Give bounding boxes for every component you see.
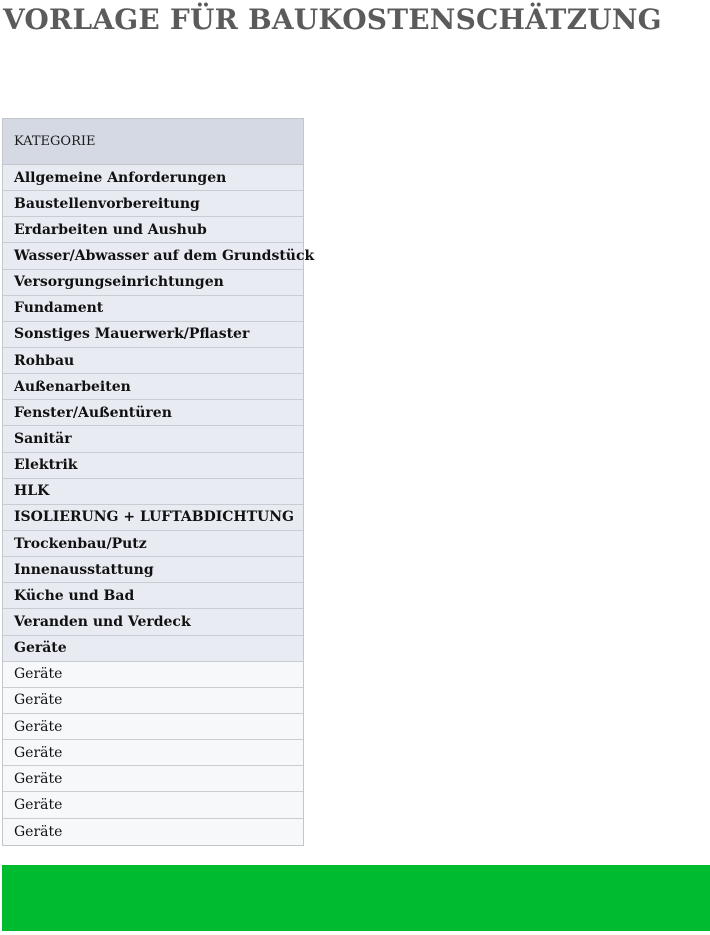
category-row[interactable]: Küche und Bad bbox=[3, 583, 303, 609]
footer-banner bbox=[2, 865, 710, 931]
category-row[interactable]: Baustellenvorbereitung bbox=[3, 191, 303, 217]
category-row[interactable]: HLK bbox=[3, 479, 303, 505]
category-row[interactable]: Innenausstattung bbox=[3, 557, 303, 583]
category-row[interactable]: Geräte bbox=[3, 766, 303, 792]
category-row[interactable]: Veranden und Verdeck bbox=[3, 609, 303, 635]
category-row[interactable]: Geräte bbox=[3, 819, 303, 845]
category-table bbox=[2, 118, 315, 846]
title-cell[interactable] bbox=[3, 0, 662, 42]
category-row[interactable]: Rohbau bbox=[3, 348, 303, 374]
category-row[interactable]: Sanitär bbox=[3, 426, 303, 452]
page-title: VORLAGE FÜR BAUKOSTENSCHÄTZUNG bbox=[3, 3, 662, 36]
category-row[interactable]: Geräte bbox=[3, 636, 303, 662]
category-row[interactable]: Allgemeine Anforderungen bbox=[3, 165, 303, 191]
category-row[interactable]: Trockenbau/Putz bbox=[3, 531, 303, 557]
category-row[interactable]: Sonstiges Mauerwerk/Pflaster bbox=[3, 322, 303, 348]
category-row[interactable]: Fundament bbox=[3, 296, 303, 322]
category-row[interactable]: Wasser/Abwasser auf dem Grundstück bbox=[3, 243, 303, 269]
category-row[interactable]: Geräte bbox=[3, 792, 303, 818]
category-row[interactable]: Geräte bbox=[3, 662, 303, 688]
category-row[interactable]: Außenarbeiten bbox=[3, 374, 303, 400]
category-row[interactable]: Geräte bbox=[3, 714, 303, 740]
category-column-header[interactable]: KATEGORIE bbox=[3, 119, 303, 165]
category-row[interactable]: Erdarbeiten und Aushub bbox=[3, 217, 303, 243]
category-row[interactable]: Versorgungseinrichtungen bbox=[3, 270, 303, 296]
category-row[interactable]: Fenster/Außentüren bbox=[3, 400, 303, 426]
category-rows bbox=[3, 165, 315, 845]
category-row[interactable]: Elektrik bbox=[3, 453, 303, 479]
category-row[interactable]: Geräte bbox=[3, 688, 303, 714]
category-row[interactable]: ISOLIERUNG + LUFTABDICHTUNG bbox=[3, 505, 303, 531]
category-row[interactable]: Geräte bbox=[3, 740, 303, 766]
